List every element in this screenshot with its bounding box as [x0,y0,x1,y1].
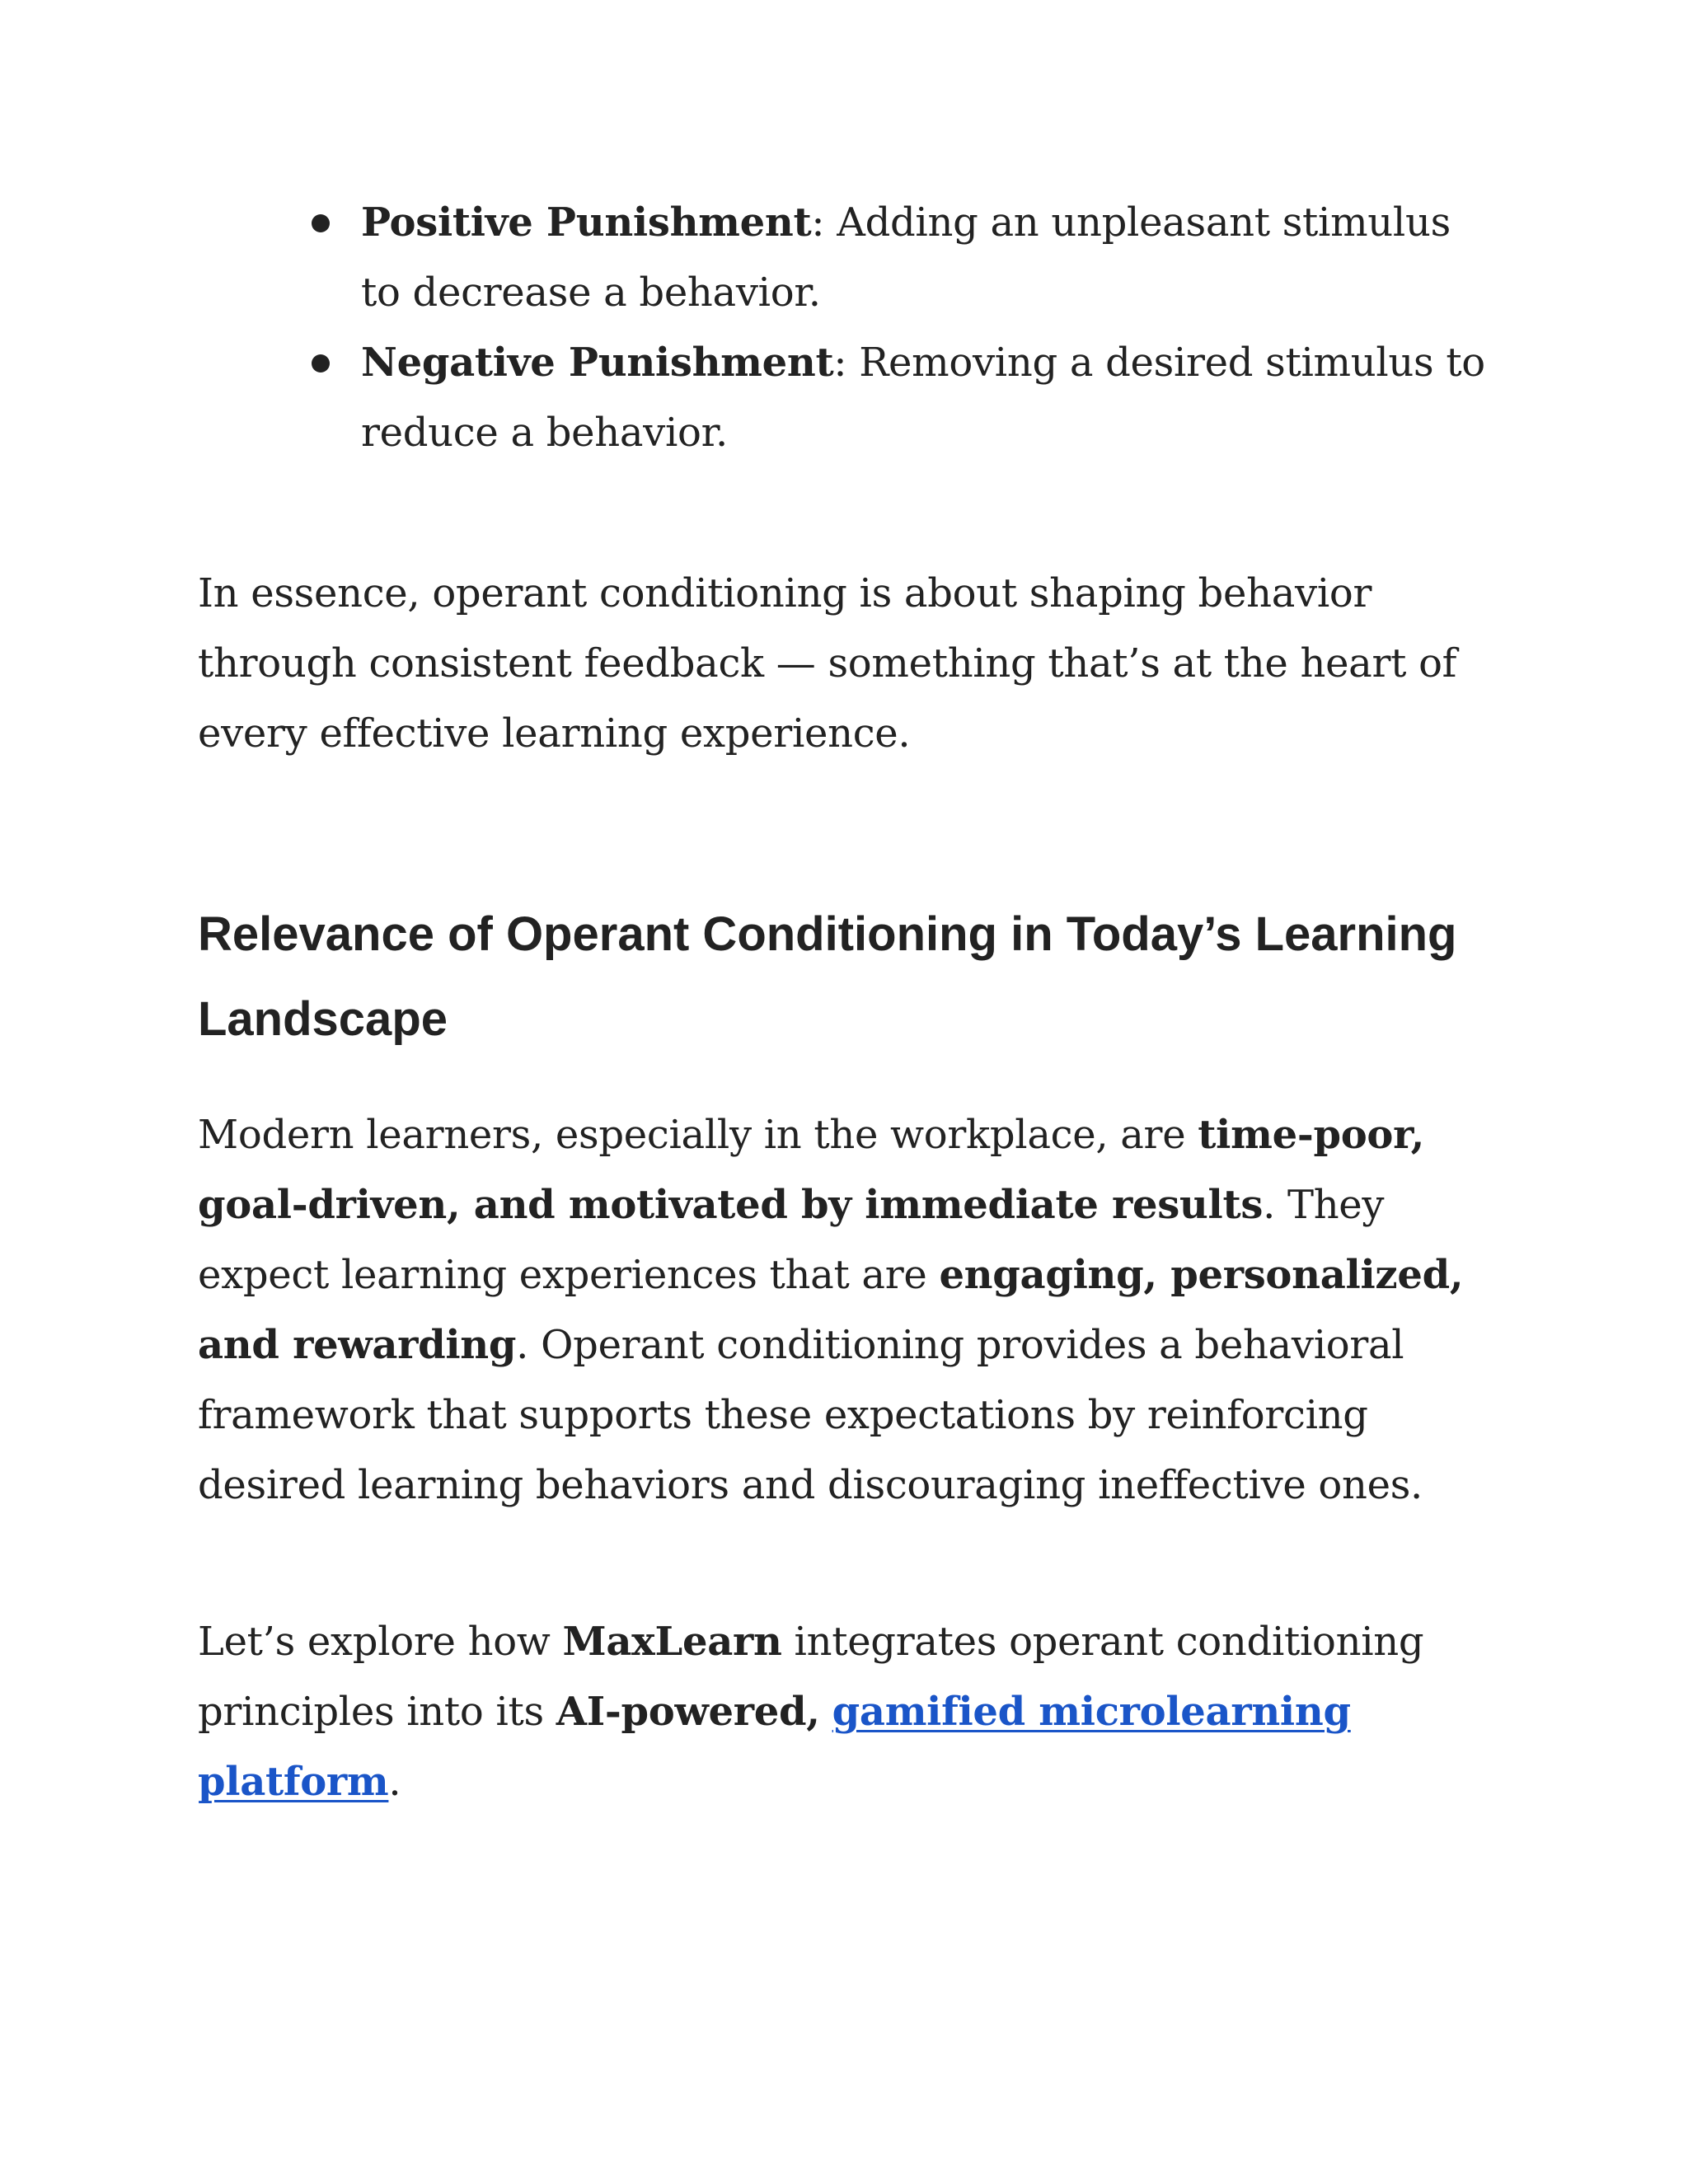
bullet-icon [312,214,330,232]
essence-paragraph: In essence, operant conditioning is about shaping behavior through consistent feedback — something that’s at the heart of every effective learning experience. [198,570,1457,757]
paragraph-bold: engaging, personalized, and rewarding [198,1252,1464,1368]
section-heading: Relevance of Operant Conditioning in Today’s Learning Landscape [198,907,1457,1046]
paragraph-text: . They expect learning experiences that are [198,1182,1385,1298]
list-item [305,188,1492,328]
punishment-list [305,188,1492,468]
paragraph-text: . Operant conditioning provides a behavioral framework that supports these expectations by reinforcing desired learning behaviors and discouraging ineffective ones. [198,1322,1423,1508]
paragraph-text: integrates operant conditioning principles into its [198,1619,1424,1735]
paragraph-text: Modern learners, especially in the workplace, are [198,1112,1198,1158]
brand-name: MaxLearn [562,1619,782,1665]
paragraph-bold: time-poor, goal-driven, and motivated by immediate results [198,1112,1425,1228]
bullet-term: Positive Punishment [361,199,812,246]
microlearning-platform-link[interactable]: gamified microlearning platform [198,1689,1351,1805]
bullet-text: : Adding an unpleasant stimulus to decrease a behavior. [361,199,1451,316]
bullet-term: Negative Punishment [361,340,834,386]
bullet-text: : Removing a desired stimulus to reduce a behavior. [361,340,1485,456]
paragraph-text [820,1689,832,1735]
list-item [305,328,1492,468]
paragraph-text: Let’s explore how [198,1619,563,1665]
paragraph-text: . [388,1759,401,1805]
bullet-icon [312,354,330,373]
modern-learners-paragraph [198,1100,1484,1521]
paragraph-bold: AI-powered, [556,1689,820,1735]
maxlearn-paragraph [198,1607,1484,1817]
